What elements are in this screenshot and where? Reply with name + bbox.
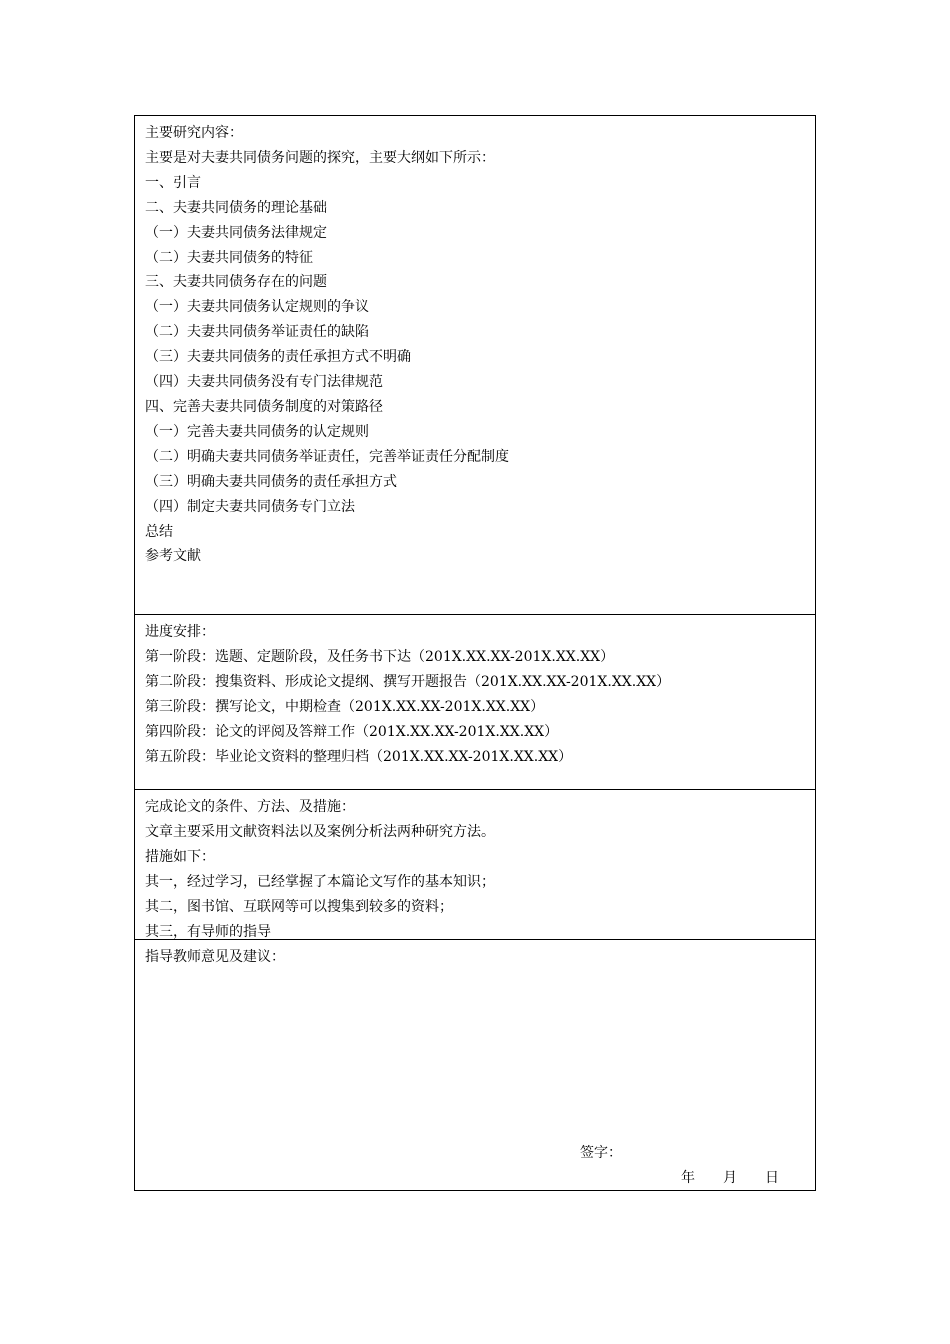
conditions-line: 其一，经过学习，已经掌握了本篇论文写作的基本知识； xyxy=(145,873,495,890)
research-line: 参考文献 xyxy=(145,548,201,565)
date-day-label: 日 xyxy=(765,1170,779,1186)
research-line: （三）夫妻共同债务的责任承担方式不明确 xyxy=(145,349,411,366)
date-month-label: 月 xyxy=(723,1170,737,1186)
conditions-line: 措施如下： xyxy=(145,848,215,865)
research-line: （三）明确夫妻共同债务的责任承担方式 xyxy=(145,473,397,490)
research-line: 二、夫妻共同债务的理论基础 xyxy=(145,199,327,216)
schedule-line: 第三阶段：撰写论文，中期检查（201X.XX.XX-201X.XX.XX） xyxy=(145,698,545,715)
research-line: （一）完善夫妻共同债务的认定规则 xyxy=(145,423,369,440)
research-line: （一）夫妻共同债务法律规定 xyxy=(145,224,327,241)
research-line: （二）明确夫妻共同债务举证责任，完善举证责任分配制度 xyxy=(145,448,509,465)
schedule-line: 第五阶段：毕业论文资料的整理归档（201X.XX.XX-201X.XX.XX） xyxy=(145,748,573,765)
schedule-section xyxy=(135,615,815,790)
date-row xyxy=(681,1166,779,1191)
conditions-line: 其三，有导师的指导 xyxy=(145,923,271,940)
conditions-line: 文章主要采用文献资料法以及案例分析法两种研究方法。 xyxy=(145,823,495,840)
signature-label: 签字： xyxy=(580,1145,622,1161)
conditions-heading: 完成论文的条件、方法、及措施： xyxy=(145,799,355,815)
research-line: 总结 xyxy=(145,523,173,540)
research-line: 三、夫妻共同债务存在的问题 xyxy=(145,274,327,291)
research-content-section xyxy=(135,116,815,615)
conditions-section xyxy=(135,790,815,940)
research-line: （二）夫妻共同债务举证责任的缺陷 xyxy=(145,324,369,341)
research-line: 主要是对夫妻共同债务问题的探究，主要大纲如下所示： xyxy=(145,149,495,166)
date-year-label: 年 xyxy=(681,1170,695,1186)
schedule-heading: 进度安排： xyxy=(145,624,215,640)
research-line: （一）夫妻共同债务认定规则的争议 xyxy=(145,299,369,316)
research-line: 四、完善夫妻共同债务制度的对策路径 xyxy=(145,398,383,415)
research-line: （四）制定夫妻共同债务专门立法 xyxy=(145,498,355,515)
research-line: （四）夫妻共同债务没有专门法律规范 xyxy=(145,374,383,391)
schedule-line: 第二阶段：搜集资料、形成论文提纲、撰写开题报告（201X.XX.XX-201X.XX.XX） xyxy=(145,673,671,690)
schedule-line: 第一阶段：选题、定题阶段，及任务书下达（201X.XX.XX-201X.XX.XX） xyxy=(145,648,615,665)
advisor-opinion-section xyxy=(135,940,815,1190)
advisor-heading: 指导教师意见及建议： xyxy=(145,949,285,965)
proposal-form-table xyxy=(134,115,816,1191)
conditions-line: 其二，图书馆、互联网等可以搜集到较多的资料； xyxy=(145,898,453,915)
research-heading: 主要研究内容： xyxy=(145,125,243,141)
research-line: 一、引言 xyxy=(145,174,201,191)
research-line: （二）夫妻共同债务的特征 xyxy=(145,249,313,266)
schedule-line: 第四阶段：论文的评阅及答辩工作（201X.XX.XX-201X.XX.XX） xyxy=(145,723,559,740)
